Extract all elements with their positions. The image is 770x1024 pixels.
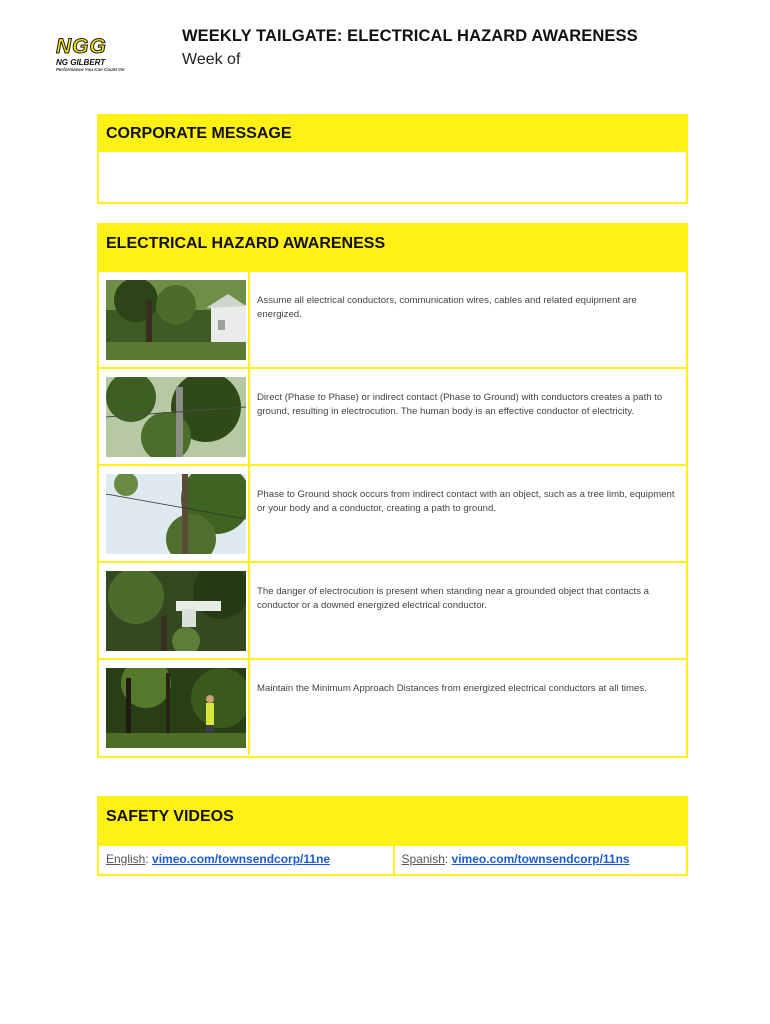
hazard-text: Phase to Ground shock occurs from indirect contact with an object, such as a tree limb, equipment or your body and a conductor, creating a path to ground. xyxy=(257,489,675,514)
hazard-text: The danger of electrocution is present when standing near a grounded object that contacts a conductor or a downed energized electrical conductor. xyxy=(257,586,649,611)
hazard-photo-cell xyxy=(99,563,250,658)
tree-house-photo xyxy=(106,280,246,360)
hazard-row xyxy=(99,658,686,755)
spanish-video-link[interactable]: vimeo.com/townsendcorp/11ns xyxy=(451,852,630,866)
hazard-row xyxy=(99,561,686,658)
hazard-photo-cell xyxy=(99,660,250,755)
safety-videos-section xyxy=(97,796,688,876)
hazard-text: Direct (Phase to Phase) or indirect contact (Phase to Ground) with conductors creates a path to ground, resulting in electrocution. The human body is an effective conductor of electricity. xyxy=(257,392,663,417)
hazard-text: Assume all electrical conductors, communication wires, cables and related equipment are energized. xyxy=(257,295,637,320)
tree-sky-photo xyxy=(106,474,246,554)
logo-brand: NG GILBERT xyxy=(56,58,106,67)
hazard-row xyxy=(99,367,686,464)
english-video-link[interactable]: vimeo.com/townsendcorp/11ne xyxy=(152,852,331,866)
hazard-photo-cell xyxy=(99,466,250,561)
hazard-photo-cell xyxy=(99,369,250,464)
spanish-video-cell: Spanish: vimeo.com/townsendcorp/11ns xyxy=(393,846,687,874)
logo-mark: NGG xyxy=(56,35,107,58)
electrical-hazard-heading: ELECTRICAL HAZARD AWARENESS xyxy=(99,225,686,270)
tree-canopy-photo xyxy=(106,377,246,457)
english-label: English xyxy=(106,852,146,866)
bucket-truck-photo xyxy=(106,571,246,651)
week-of-label: Week of xyxy=(182,51,241,68)
hazard-row xyxy=(99,464,686,561)
logo-tagline: Performance You Can Count On xyxy=(56,67,125,72)
electrical-hazard-section xyxy=(97,223,688,758)
video-links-row xyxy=(99,844,686,874)
spanish-label: Spanish xyxy=(401,852,445,866)
worker-in-woods-photo xyxy=(106,668,246,748)
page-title: WEEKLY TAILGATE: ELECTRICAL HAZARD AWARENESS xyxy=(182,27,638,45)
corporate-message-section xyxy=(97,114,688,204)
safety-videos-heading: SAFETY VIDEOS xyxy=(99,798,686,844)
hazard-text: Maintain the Minimum Approach Distances from energized electrical conductors at all times. xyxy=(257,683,647,694)
english-video-cell: English: vimeo.com/townsendcorp/11ne xyxy=(106,852,331,866)
corporate-message-heading: CORPORATE MESSAGE xyxy=(99,116,686,152)
company-logo xyxy=(56,37,126,77)
hazard-row xyxy=(99,270,686,367)
hazard-photo-cell xyxy=(99,272,250,367)
